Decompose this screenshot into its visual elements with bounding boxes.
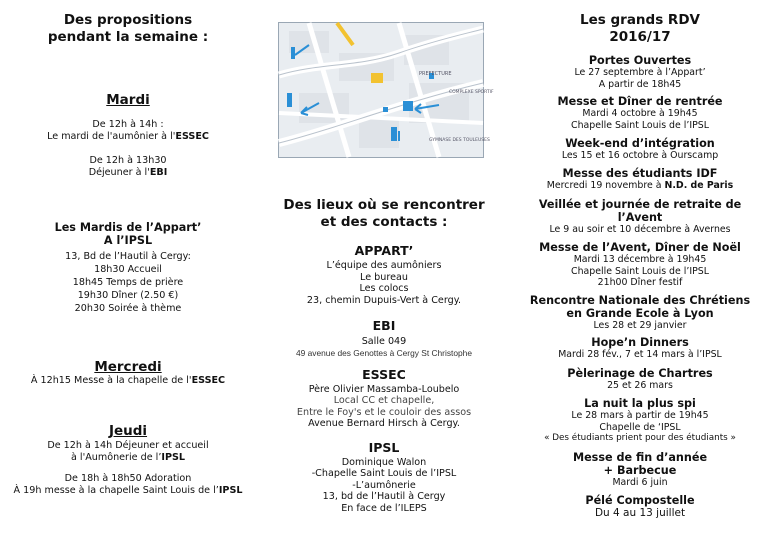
mardi-aumonier: De 12h à 14h : Le mardi de l'aumônier à l'ESSEC: [47, 119, 209, 143]
event-rencontre-nationale: Rencontre Nationale des Chrétiens en Grande Ecole à Lyon Les 28 et 29 janvier: [529, 294, 751, 332]
venue-essec: ESSEC Père Olivier Massamba-Loubelo Local CC et chapelle, Entre le Foy's et le couloir des assos Avenue Bernard Hirsch à Cergy.: [256, 367, 512, 430]
campus-map-drawing: [279, 23, 494, 157]
venue-ebi-name: EBI: [372, 318, 396, 333]
right-title: Les grands RDV 2016/17: [580, 12, 700, 45]
mercredi-messe: À 12h15 Messe à la chapelle de l'ESSEC: [30, 375, 226, 386]
left-title-line2: pendant la semaine :: [47, 29, 209, 45]
event-messe-rentree: Messe et Dîner de rentrée Mardi 4 octobre à 19h45 Chapelle Saint Louis de l’IPSL: [557, 95, 723, 131]
jeudi-adoration: De 18h à 18h50 Adoration À 19h messe à la chapelle Saint Louis de l’IPSL: [13, 473, 243, 497]
venue-ipsl: IPSL Dominique Walon -Chapelle Saint Louis de l’IPSL -L’aumônerie 13, bd de l’Hautil à Cergy En face de l’ILEPS: [256, 440, 512, 514]
event-pelerinage-chartres: Pèlerinage de Chartres 25 et 26 mars: [567, 367, 713, 392]
map-label-gymnase: GYMNASE DES TOULEUSES: [429, 138, 490, 143]
jeudi-heading: Jeudi: [108, 423, 148, 439]
venue-appart: APPART’ L’équipe des aumôniers Le bureau Les colocs 23, chemin Dupuis-Vert à Cergy.: [256, 243, 512, 306]
middle-title: Des lieux où se rencontrer et des contacts :: [283, 197, 485, 230]
venue-ebi-address: 49 avenue des Genottes à Cergy St Christophe: [296, 348, 472, 359]
event-hope-dinners: Hope’n Dinners Mardi 28 fév., 7 et 14 mars à l’IPSL: [558, 336, 722, 361]
campus-map: [278, 22, 494, 158]
event-pele-compostelle: Pélé Compostelle Du 4 au 13 juillet: [585, 494, 695, 520]
map-label-complexe: COMPLEXE SPORTIF: [449, 90, 494, 95]
venue-appart-name: APPART’: [354, 243, 414, 258]
left-title: [0, 12, 256, 46]
mardis-appart-heading: Les Mardis de l’Appart’ A l’IPSL: [54, 221, 202, 248]
mardi-heading: Mardi: [106, 92, 150, 108]
event-messe-avent: Messe de l’Avent, Dîner de Noël Mardi 13 décembre à 19h45 Chapelle Saint Louis de l’IPSL 21h00 Dîner festif: [539, 241, 741, 289]
venue-ebi: EBI Salle 049 49 avenue des Genottes à Cergy St Christophe: [256, 318, 512, 359]
event-retraite-avent: Veillée et journée de retraite de l’Avent Le 9 au soir et 10 décembre à Avernes: [538, 198, 742, 236]
jeudi-dejeuner: De 12h à 14h Déjeuner et accueil à l'Aumônerie de l’IPSL: [47, 440, 209, 464]
event-messe-idf: Messe des étudiants IDF Mercredi 19 novembre à N.D. de Paris: [546, 167, 734, 192]
map-label-prefecture: PREFECTURE: [419, 71, 452, 77]
venue-essec-name: ESSEC: [362, 367, 406, 382]
mardis-appart-details: 13, Bd de l’Hautil à Cergy: 18h30 Accueil 18h45 Temps de prière 19h30 Dîner (2.50 €) 20h30 Soirée à thème: [65, 251, 191, 314]
event-nuit-spi: La nuit la plus spi Le 28 mars à partir de 19h45 Chapelle de ‘IPSL « Des étudiants prient pour des étudiants »: [544, 397, 736, 444]
venue-ipsl-name: IPSL: [368, 440, 400, 455]
event-portes-ouvertes: Portes Ouvertes Le 27 septembre à l’Appart’ A partir de 18h45: [574, 54, 706, 90]
event-weekend-integration: Week-end d’intégration Les 15 et 16 octobre à Ourscamp: [561, 137, 719, 162]
mardi-dejeuner: De 12h à 13h30 Déjeuner à l'EBI: [88, 155, 168, 179]
left-title-line1: Des propositions: [63, 12, 193, 28]
mercredi-heading: Mercredi: [94, 359, 162, 375]
event-messe-fin-annee: Messe de fin d’année + Barbecue Mardi 6 juin: [572, 451, 708, 489]
